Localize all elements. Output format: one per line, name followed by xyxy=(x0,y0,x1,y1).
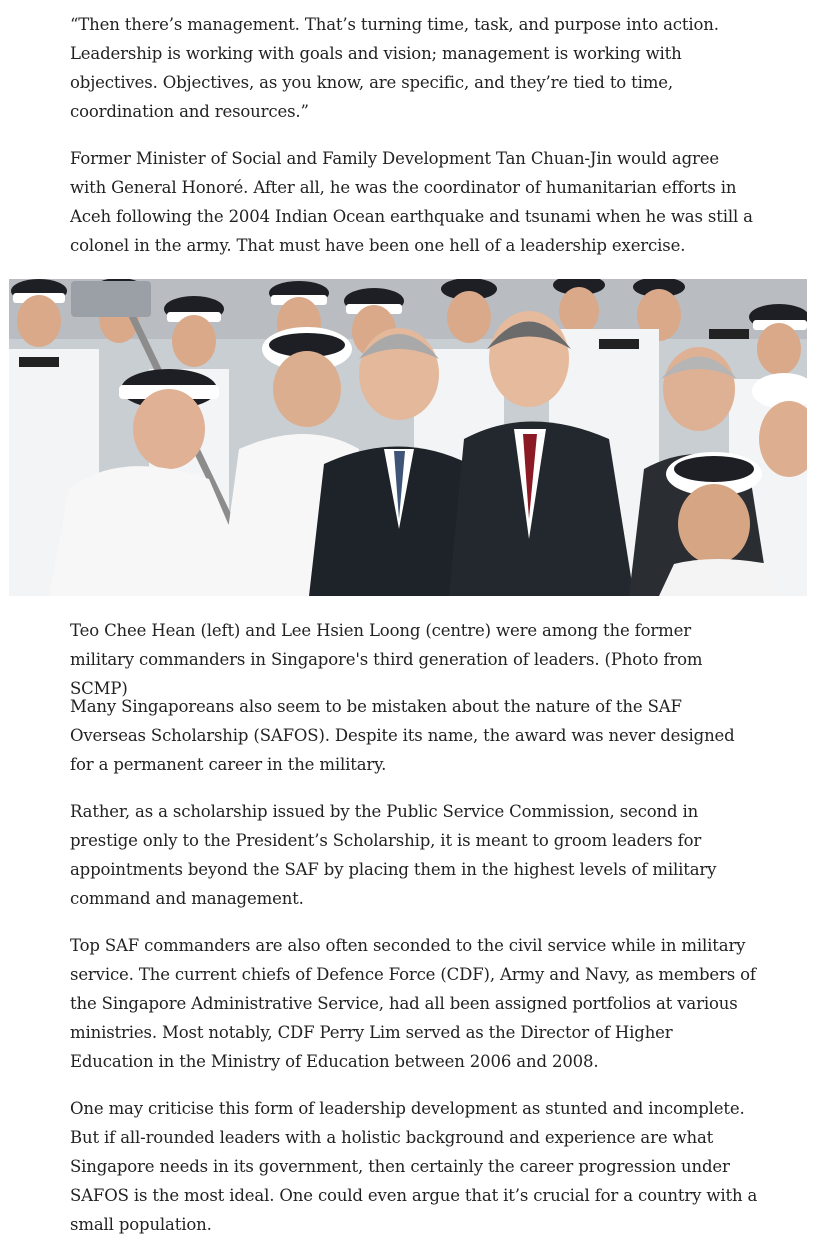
body-paragraph: Former Minister of Social and Family Development Tan Chuan-Jin would agree with General Honoré. After all, he was the coordinator of humanitarian efforts in Aceh following the 2004 Indian Ocean earthquake and tsunami when he was still a colonel in the army. That must have been one hell of a leadership exercise. xyxy=(70,149,753,255)
body-paragraph: One may criticise this form of leadership development as stunted and incomplete. But if all-rounded leaders with a holistic background and experience are what Singapore needs in its government, then certainly the career progression under SAFOS is the most ideal. One could even argue that it’s crucial for a country with a small population. xyxy=(70,1099,758,1234)
body-paragraph: Rather, as a scholarship issued by the Public Service Commission, second in prestige only to the President’s Scholarship, it is meant to groom leaders for appointments beyond the SAF by placing them in the highest levels of military command and management. xyxy=(70,802,717,908)
body-paragraph: Many Singaporeans also seem to be mistaken about the nature of the SAF Overseas Scholarship (SAFOS). Despite its name, the award was never designed for a permanent career in the military. xyxy=(70,697,735,774)
article-photo xyxy=(9,279,807,596)
quote-paragraph: “Then there’s management. That’s turning time, task, and purpose into action. Leadership is working with goals and vision; management is working with objectives. Objectives, as you know, are specific, and they’re tied to time, coordination and resources.” xyxy=(70,15,719,121)
body-paragraph: Top SAF commanders are also often seconded to the civil service while in military service. The current chiefs of Defence Force (CDF), Army and Navy, as members of the Singapore Administrative Service, had all been assigned portfolios at various ministries. Most notably, CDF Perry Lim served as the Director of Higher Education in the Ministry of Education between 2006 and 2008. xyxy=(70,936,756,1071)
photo-caption: Teo Chee Hean (left) and Lee Hsien Loong (centre) were among the former military commanders in Singapore's third generation of leaders. (Photo from SCMP) xyxy=(70,621,703,698)
